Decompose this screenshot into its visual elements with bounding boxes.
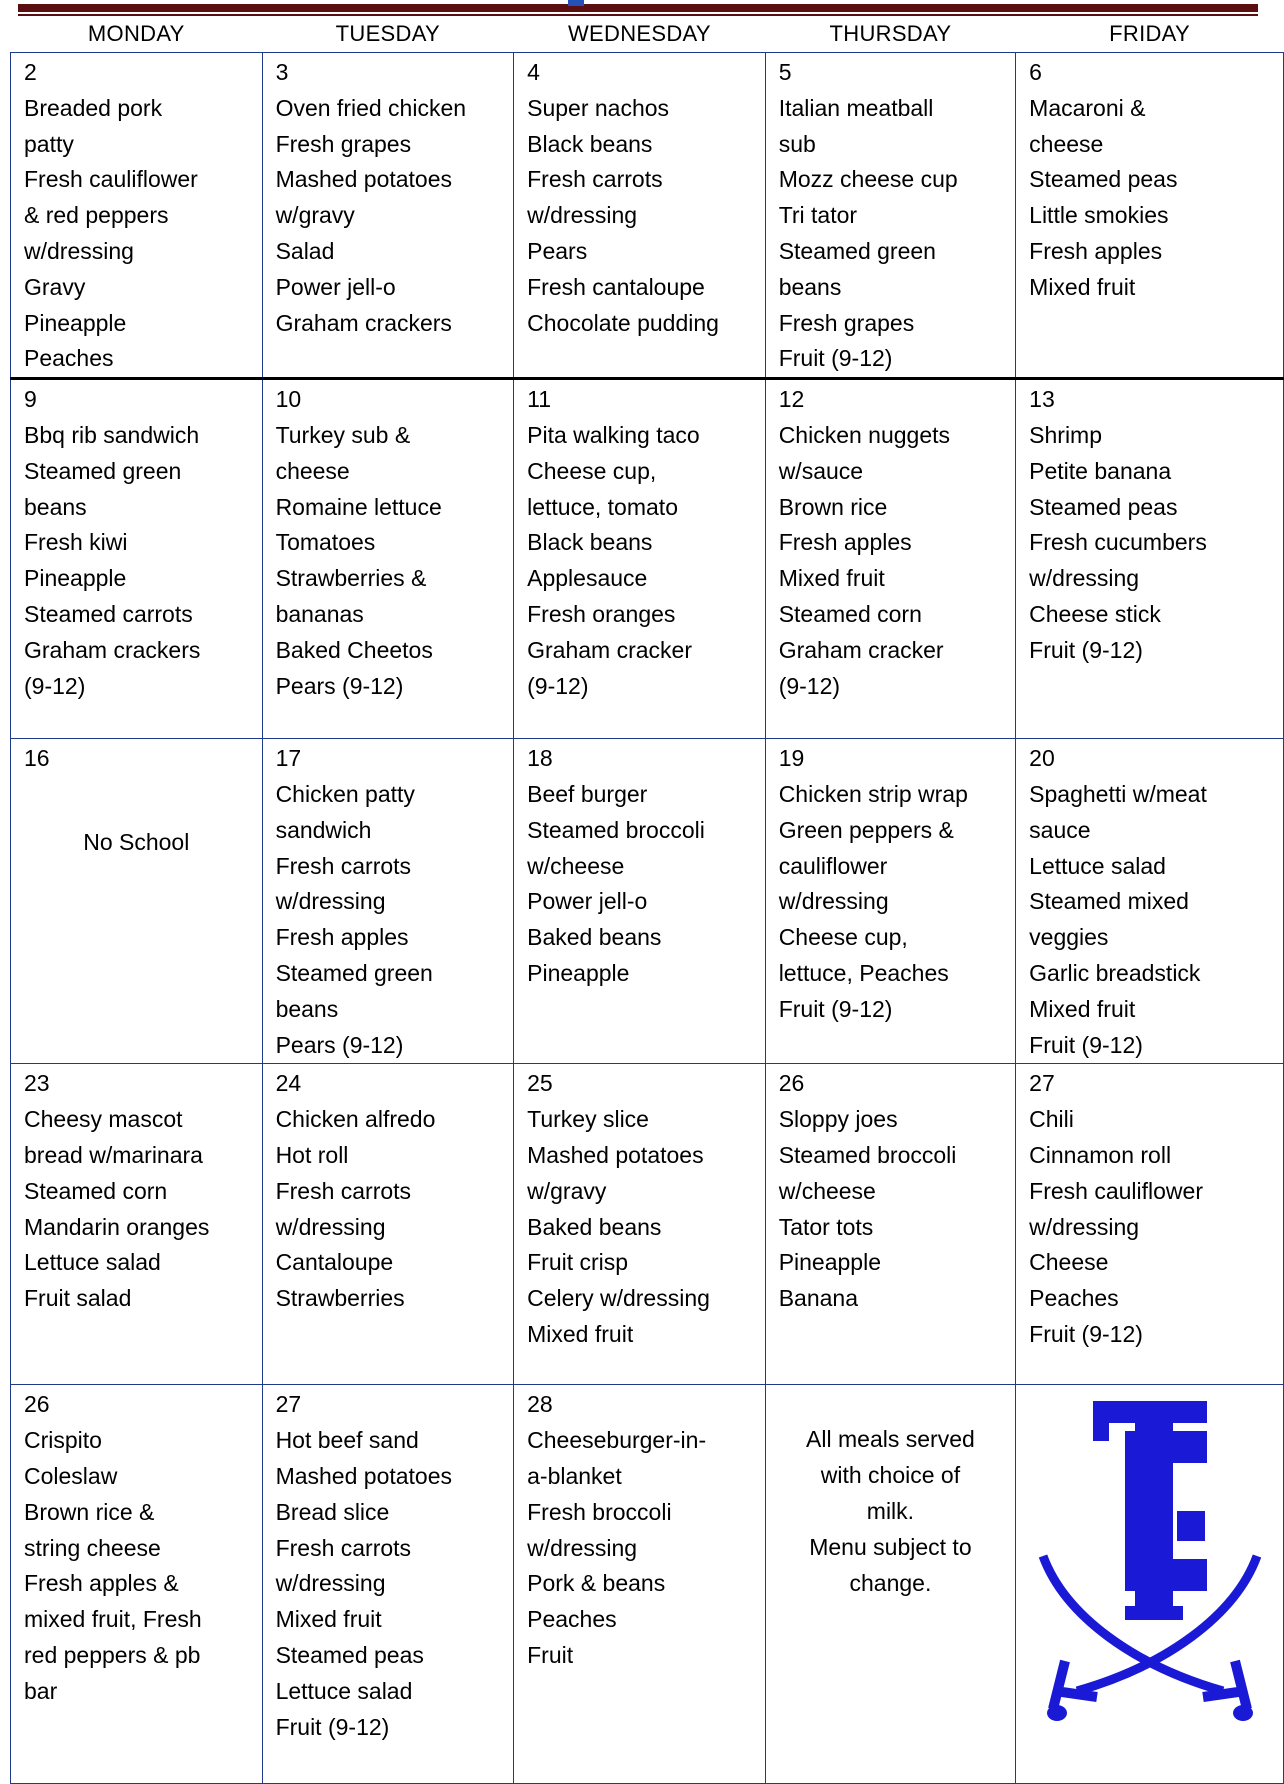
menu-item: Fruit (9-12) (778, 995, 893, 1022)
menu-item: Brown rice (778, 493, 888, 520)
menu-item: w/dressing (527, 202, 638, 229)
menu-item: Banana (778, 1285, 858, 1312)
menu-item: Mixed fruit (778, 565, 885, 592)
menu-item: Steamed peas (275, 1641, 424, 1668)
day-number: 10 (275, 386, 302, 413)
menu-item: Fruit (9-12) (1029, 636, 1143, 663)
day-number: 28 (527, 1391, 553, 1418)
menu-item: Fresh cauliflower (24, 166, 198, 193)
menu-item: Crispito (24, 1427, 102, 1454)
menu-item: Mashed potatoes (275, 166, 453, 193)
menu-item: Italian meatball (778, 94, 934, 121)
menu-item: Baked Cheetos (275, 636, 433, 663)
menu-item: w/dressing (527, 1534, 638, 1561)
menu-item: bar (24, 1677, 58, 1704)
menu-item: Macaroni & (1029, 94, 1146, 121)
menu-item: Celery w/dressing (527, 1285, 710, 1312)
menu-item: Petite banana (1029, 457, 1172, 484)
day-cell (765, 1064, 1015, 1385)
menu-item: Mozz cheese cup (778, 166, 958, 193)
menu-item: sandwich (275, 816, 372, 843)
menu-item: Breaded pork (24, 94, 163, 121)
menu-item: Peaches (24, 345, 114, 372)
menu-item: Shrimp (1029, 421, 1103, 448)
menu-item: Chicken patty (275, 780, 415, 807)
meal-info-line: with choice of (820, 1462, 961, 1489)
day-cell (514, 739, 766, 1064)
menu-item: Fruit salad (24, 1285, 132, 1312)
day-cell (514, 379, 766, 739)
week-row (11, 1064, 1284, 1385)
day-number: 9 (24, 386, 37, 413)
meal-info-line: All meals served (806, 1426, 975, 1453)
menu-item: Mashed potatoes (527, 1141, 704, 1168)
day-number: 2 (24, 59, 37, 85)
menu-item: Hot beef sand (275, 1427, 419, 1454)
day-number: 25 (527, 1070, 553, 1097)
menu-item: Chicken strip wrap (778, 780, 968, 807)
menu-item: Chicken nuggets (778, 421, 951, 448)
day-number: 12 (778, 386, 805, 413)
menu-item: w/dressing (275, 1213, 386, 1240)
menu-item: Coleslaw (24, 1462, 118, 1489)
day-number: 13 (1029, 386, 1055, 413)
day-number: 17 (275, 745, 302, 772)
day-cell (765, 739, 1015, 1064)
header-monday: MONDAY (11, 16, 263, 53)
menu-item: Tri tator (778, 202, 858, 229)
menu-item: Hot roll (275, 1141, 349, 1168)
menu-item: mixed fruit, Fresh (24, 1606, 202, 1633)
menu-item: Cheesy mascot (24, 1106, 183, 1133)
menu-item: Turkey sub & (275, 421, 411, 448)
logo-cell (1016, 1385, 1284, 1784)
menu-item: Cheese cup, (527, 457, 657, 484)
menu-item: Steamed corn (24, 1177, 168, 1204)
menu-item: w/gravy (275, 202, 355, 229)
menu-item: Power jell-o (275, 273, 396, 300)
menu-item: Graham cracker (778, 636, 944, 663)
menu-item: bananas (275, 600, 364, 627)
menu-item: (9-12) (527, 672, 589, 699)
day-cell (11, 1064, 263, 1385)
menu-item: Steamed mixed (1029, 888, 1189, 915)
menu-item: Mixed fruit (527, 1320, 634, 1347)
menu-item: Mixed fruit (275, 1606, 382, 1633)
day-number: 16 (24, 745, 50, 772)
day-number: 19 (778, 745, 805, 772)
day-number: 11 (527, 386, 552, 413)
menu-item: veggies (1029, 924, 1109, 951)
menu-item: Fresh carrots (275, 1534, 412, 1561)
menu-item: Peaches (527, 1606, 617, 1633)
menu-item: Pineapple (24, 565, 127, 592)
menu-item: Pears (9-12) (275, 672, 404, 699)
menu-item: cauliflower (778, 852, 888, 879)
menu-item: Spaghetti w/meat (1029, 780, 1207, 807)
menu-item: Pita walking taco (527, 421, 700, 448)
menu-item: Lettuce salad (24, 1249, 161, 1276)
menu-item: Fresh oranges (527, 600, 676, 627)
header-tuesday: TUESDAY (262, 16, 514, 53)
menu-item: sauce (1029, 816, 1091, 843)
menu-item: w/sauce (778, 457, 864, 484)
menu-item: Chocolate pudding (527, 309, 719, 336)
menu-item: Baked beans (527, 924, 662, 951)
menu-item: w/gravy (527, 1177, 607, 1204)
menu-item: cheese (1029, 130, 1104, 157)
menu-item: sub (778, 130, 816, 157)
menu-item: w/cheese (778, 1177, 876, 1204)
menu-item: Fresh grapes (275, 130, 412, 157)
tc-swords-logo-icon (1025, 1391, 1275, 1731)
no-school-note: No School (83, 828, 190, 855)
menu-item: Peaches (1029, 1285, 1119, 1312)
menu-item: Fresh broccoli (527, 1498, 672, 1525)
header-wednesday: WEDNESDAY (514, 16, 766, 53)
week-row (11, 379, 1284, 739)
menu-item: Steamed broccoli (527, 816, 705, 843)
menu-item: cheese (275, 457, 350, 484)
menu-item: red peppers & pb (24, 1641, 201, 1668)
lunch-menu-calendar (10, 16, 1284, 1784)
day-number: 24 (275, 1070, 302, 1097)
menu-item: Steamed green (778, 237, 936, 264)
menu-item: w/dressing (24, 237, 134, 264)
menu-item: Fresh apples (778, 529, 912, 556)
day-cell (1016, 53, 1284, 379)
menu-item: Salad (275, 237, 335, 264)
menu-item: Graham crackers (24, 636, 201, 663)
menu-item: Green peppers & (778, 816, 954, 843)
menu-item: Pineapple (778, 1249, 881, 1276)
day-cell (765, 53, 1015, 379)
meal-info-line: change. (849, 1569, 932, 1596)
menu-item: Cheese cup, (778, 924, 908, 951)
meal-info-note (765, 1385, 1015, 1784)
day-number: 23 (24, 1070, 50, 1097)
menu-item: Pineapple (527, 959, 630, 986)
menu-item: Bread slice (275, 1498, 390, 1525)
menu-item: Steamed peas (1029, 166, 1178, 193)
menu-item: Black beans (527, 529, 653, 556)
weekday-header-row (11, 16, 1284, 53)
menu-item: Chili (1029, 1106, 1074, 1133)
menu-item: Garlic breadstick (1029, 959, 1201, 986)
day-number: 6 (1029, 59, 1042, 85)
day-number: 4 (527, 59, 540, 85)
week-row (11, 739, 1284, 1064)
menu-item: w/dressing (1029, 565, 1140, 592)
menu-item: Pears (9-12) (275, 1031, 404, 1058)
header-friday: FRIDAY (1016, 16, 1284, 53)
menu-item: Oven fried chicken (275, 94, 467, 121)
day-cell (514, 53, 766, 379)
week-row (11, 1385, 1284, 1784)
menu-item: Steamed peas (1029, 493, 1178, 520)
menu-item: Fresh cantaloupe (527, 273, 705, 300)
menu-item: Fresh carrots (275, 1177, 412, 1204)
day-cell (514, 1385, 766, 1784)
menu-item: Steamed corn (778, 600, 922, 627)
menu-item: beans (24, 493, 87, 520)
menu-item: Lettuce salad (275, 1677, 413, 1704)
menu-item: Tomatoes (275, 529, 376, 556)
menu-item: Mashed potatoes (275, 1462, 453, 1489)
menu-item: lettuce, tomato (527, 493, 678, 520)
day-cell (514, 1064, 766, 1385)
meal-info-line: Menu subject to (809, 1533, 972, 1560)
menu-item: beans (275, 995, 339, 1022)
menu-item: Fruit (9-12) (778, 345, 893, 372)
menu-item: Fresh carrots (275, 852, 412, 879)
menu-item: Brown rice & (24, 1498, 155, 1525)
menu-item: bread w/marinara (24, 1141, 203, 1168)
menu-item: Fresh cucumbers (1029, 529, 1207, 556)
menu-item: w/dressing (275, 1570, 386, 1597)
menu-item: Fruit (9-12) (1029, 1320, 1143, 1347)
menu-item: & red peppers (24, 202, 169, 229)
menu-item: Baked beans (527, 1213, 662, 1240)
menu-item: Power jell-o (527, 888, 648, 915)
menu-item: Mixed fruit (1029, 273, 1136, 300)
menu-item: Little smokies (1029, 202, 1169, 229)
menu-item: Pork & beans (527, 1570, 666, 1597)
menu-item: Steamed green (275, 959, 433, 986)
menu-item: Cantaloupe (275, 1249, 394, 1276)
menu-item: Steamed green (24, 457, 182, 484)
day-number: 27 (275, 1391, 302, 1418)
day-cell (11, 53, 263, 379)
menu-item: Beef burger (527, 780, 648, 807)
day-number: 20 (1029, 745, 1055, 772)
day-number: 26 (24, 1391, 50, 1418)
day-cell (262, 1385, 514, 1784)
day-number: 26 (778, 1070, 805, 1097)
day-cell (1016, 379, 1284, 739)
meal-info-line: milk. (866, 1497, 915, 1524)
menu-item: Mandarin oranges (24, 1213, 210, 1240)
day-cell (262, 379, 514, 739)
day-cell (1016, 1064, 1284, 1385)
menu-item: Mixed fruit (1029, 995, 1136, 1022)
day-cell (262, 1064, 514, 1385)
day-number: 18 (527, 745, 553, 772)
menu-item: Strawberries & (275, 565, 427, 592)
menu-item: Sloppy joes (778, 1106, 898, 1133)
menu-item: Fresh grapes (778, 309, 915, 336)
menu-item: w/dressing (778, 888, 889, 915)
menu-item: Super nachos (527, 94, 670, 121)
menu-item: Fresh carrots (527, 166, 663, 193)
menu-item: Tator tots (778, 1213, 874, 1240)
menu-item: Fresh apples (275, 924, 409, 951)
menu-item: Fresh apples & (24, 1570, 179, 1597)
menu-item: Graham crackers (275, 309, 452, 336)
menu-item: Chicken alfredo (275, 1106, 436, 1133)
menu-item: Cheeseburger-in- (527, 1427, 707, 1454)
menu-item: Fresh kiwi (24, 529, 128, 556)
menu-item: Cheese (1029, 1249, 1109, 1276)
menu-item: Fruit (9-12) (275, 1713, 390, 1740)
menu-item: string cheese (24, 1534, 161, 1561)
menu-item: Romaine lettuce (275, 493, 442, 520)
menu-item: w/dressing (1029, 1213, 1140, 1240)
day-cell (262, 53, 514, 379)
day-cell (262, 739, 514, 1064)
menu-item: Bbq rib sandwich (24, 421, 200, 448)
menu-item: Turkey slice (527, 1106, 649, 1133)
menu-item: w/dressing (275, 888, 386, 915)
menu-item: Steamed carrots (24, 600, 193, 627)
menu-item: Strawberries (275, 1285, 405, 1312)
menu-item: patty (24, 130, 74, 157)
day-cell (765, 379, 1015, 739)
menu-item: (9-12) (778, 672, 841, 699)
week-row (11, 53, 1284, 379)
day-cell (11, 1385, 263, 1784)
menu-item: Cinnamon roll (1029, 1141, 1172, 1168)
menu-item: a-blanket (527, 1462, 622, 1489)
day-cell (11, 379, 263, 739)
menu-item: Graham cracker (527, 636, 692, 663)
menu-item: Lettuce salad (1029, 852, 1166, 879)
day-number: 3 (275, 59, 289, 85)
day-cell (1016, 739, 1284, 1064)
menu-item: Pears (527, 237, 588, 264)
menu-item: lettuce, Peaches (778, 959, 949, 986)
day-number: 27 (1029, 1070, 1055, 1097)
menu-item: Steamed broccoli (778, 1141, 957, 1168)
menu-item: w/cheese (527, 852, 625, 879)
menu-item: Fruit (9-12) (1029, 1031, 1143, 1058)
menu-item: Fresh cauliflower (1029, 1177, 1203, 1204)
header-thursday: THURSDAY (765, 16, 1015, 53)
day-number: 5 (778, 59, 792, 85)
menu-item: Fruit crisp (527, 1249, 629, 1276)
menu-item: Fresh apples (1029, 237, 1163, 264)
menu-item: beans (778, 273, 842, 300)
menu-item: Gravy (24, 273, 86, 300)
menu-item: Pineapple (24, 309, 127, 336)
menu-item: Applesauce (527, 565, 648, 592)
day-cell (11, 739, 263, 1064)
menu-item: Fruit (527, 1641, 574, 1668)
menu-item: (9-12) (24, 672, 86, 699)
menu-item: Cheese stick (1029, 600, 1161, 627)
menu-item: Black beans (527, 130, 653, 157)
